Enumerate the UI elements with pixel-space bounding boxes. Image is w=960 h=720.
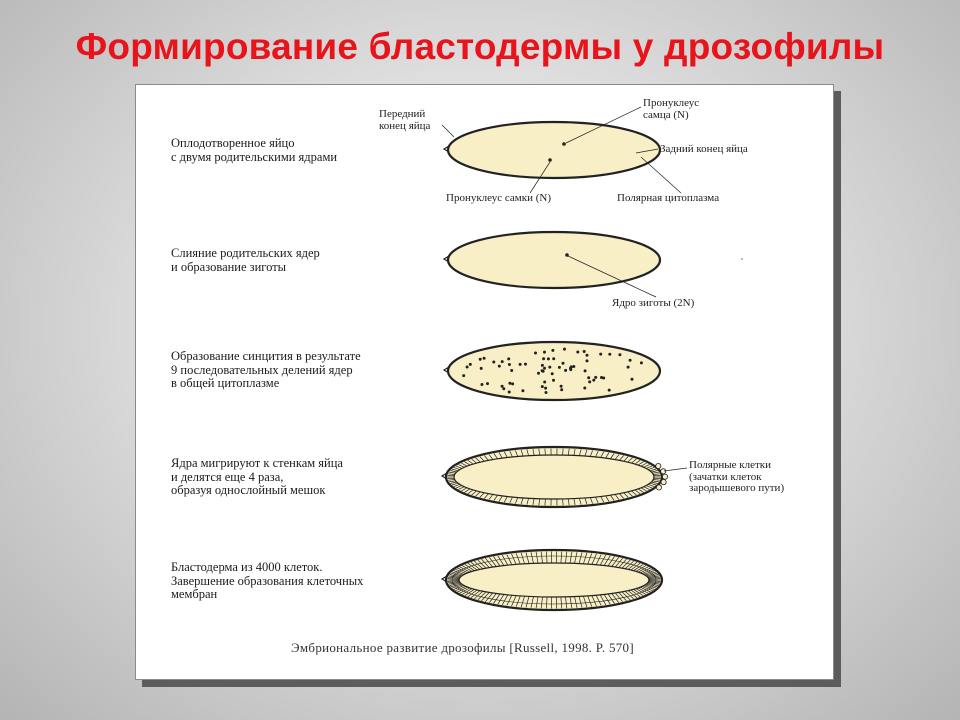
- syncytium-nucleus: [544, 387, 547, 390]
- egg-4-inner-boundary: [454, 455, 654, 499]
- syncytium-nucleus: [558, 366, 561, 369]
- syncytium-nucleus: [541, 369, 544, 372]
- syncytium-nucleus: [543, 351, 546, 354]
- syncytium-nucleus: [508, 363, 511, 366]
- syncytium-nucleus: [552, 357, 555, 360]
- syncytium-nucleus: [547, 357, 550, 360]
- syncytium-nucleus: [608, 353, 611, 356]
- egg-1: [448, 122, 660, 178]
- syncytium-nucleus: [608, 389, 611, 392]
- syncytium-nucleus: [586, 354, 589, 357]
- syncytium-nucleus: [501, 385, 504, 388]
- syncytium-nucleus: [511, 382, 514, 385]
- syncytium-nucleus: [541, 364, 544, 367]
- label-posterior-end: Задний конец яйца: [660, 143, 748, 155]
- syncytium-nucleus: [618, 353, 621, 356]
- syncytium-nucleus: [583, 350, 586, 353]
- syncytium-nucleus: [588, 380, 591, 383]
- syncytium-nucleus: [507, 357, 510, 360]
- syncytium-nucleus: [508, 391, 511, 394]
- cell-wall: [545, 499, 546, 506]
- syncytium-nucleus: [584, 369, 587, 372]
- syncytium-nucleus: [492, 361, 495, 364]
- syncytium-nucleus: [563, 348, 566, 351]
- syncytium-nucleus: [502, 387, 505, 390]
- syncytium-nucleus: [592, 379, 595, 382]
- syncytium-nucleus: [560, 388, 563, 391]
- syncytium-nucleus: [541, 385, 544, 388]
- syncytium-nucleus: [552, 379, 555, 382]
- cell-wall: [563, 449, 564, 456]
- syncytium-nucleus: [551, 372, 554, 375]
- syncytium-nucleus: [480, 367, 483, 370]
- stage-5-text: Бластодерма из 4000 клеток. Завершение образования клеточных мембран: [171, 560, 364, 601]
- pole-cell: [656, 485, 661, 490]
- syncytium-nucleus: [521, 389, 524, 392]
- syncytium-nucleus: [569, 368, 572, 371]
- pole-cell: [662, 474, 667, 479]
- slide-title: Формирование бластодермы у дрозофилы: [75, 26, 885, 67]
- label-anterior-end: Передний конец яйца: [379, 108, 431, 132]
- syncytium-nucleus: [583, 387, 586, 390]
- syncytium-nucleus: [510, 369, 513, 372]
- syncytium-nucleus: [560, 385, 563, 388]
- stage-1-text: Оплодотворенное яйцо с двумя родительскими ядрами: [171, 136, 338, 164]
- syncytium-nucleus: [576, 351, 579, 354]
- syncytium-nucleus: [486, 382, 489, 385]
- syncytium-nucleus: [599, 353, 602, 356]
- syncytium-nucleus: [551, 349, 554, 352]
- leader-polar-cytoplasm: [641, 157, 681, 193]
- leader-anterior: [442, 125, 454, 137]
- syncytium-nucleus: [479, 358, 482, 361]
- syncytium-nucleus: [572, 365, 575, 368]
- syncytium-nucleus: [498, 365, 501, 368]
- syncytium-nucleus: [600, 376, 603, 379]
- figure-caption: Эмбриональное развитие дрозофилы [Russell, 1998. P. 570]: [291, 640, 634, 655]
- cell-wall: [563, 499, 564, 506]
- syncytium-nucleus: [548, 366, 551, 369]
- stage-2-text: Слияние родительских ядер и образование зиготы: [171, 246, 320, 274]
- syncytium-nucleus: [537, 372, 540, 375]
- label-pole-cells: Полярные клетки (зачатки клеток зародышевого пути): [689, 459, 785, 494]
- syncytium-nucleus: [586, 359, 589, 362]
- syncytium-nucleus: [466, 366, 469, 369]
- egg-5-inner-boundary: [459, 563, 649, 597]
- male-pronucleus-dot: [562, 142, 566, 146]
- speck: [741, 258, 743, 260]
- label-zygote-nucleus: Ядро зиготы (2N): [612, 297, 695, 309]
- syncytium-nucleus: [587, 376, 590, 379]
- syncytium-nucleus: [483, 357, 486, 360]
- label-polar-cytoplasm: Полярная цитоплазма: [617, 192, 720, 204]
- stage-3-text: Образование синцития в результате 9 последовательных делений ядер в общей цитоплазме: [171, 349, 361, 390]
- syncytium-nucleus: [524, 363, 527, 366]
- syncytium-nucleus: [534, 352, 537, 355]
- label-male-pronucleus: Пронуклеус самца (N): [643, 97, 700, 121]
- syncytium-nucleus: [462, 374, 465, 377]
- cell-wall: [545, 449, 546, 456]
- syncytium-nucleus: [640, 361, 643, 364]
- syncytium-nucleus: [594, 376, 597, 379]
- syncytium-nucleus: [508, 382, 511, 385]
- syncytium-nucleus: [564, 369, 567, 372]
- pole-cell: [656, 463, 661, 468]
- syncytium-nucleus: [631, 378, 634, 381]
- syncytium-nucleus: [542, 357, 545, 360]
- syncytium-nucleus: [481, 383, 484, 386]
- syncytium-nucleus: [545, 391, 548, 394]
- female-pronucleus-dot: [548, 158, 552, 162]
- syncytium-nucleus: [629, 359, 632, 362]
- egg-2: [448, 232, 660, 288]
- syncytium-nucleus: [543, 381, 546, 384]
- pole-cell: [661, 480, 666, 485]
- syncytium-nucleus: [562, 362, 565, 365]
- label-female-pronucleus: Пронуклеус самки (N): [446, 192, 552, 204]
- syncytium-nucleus: [519, 363, 522, 366]
- figure-panel: [135, 84, 834, 680]
- leader-pole-cells: [664, 468, 687, 471]
- syncytium-nucleus: [469, 363, 472, 366]
- syncytium-nucleus: [627, 366, 630, 369]
- syncytium-nucleus: [543, 367, 546, 370]
- pole-cell: [661, 469, 666, 474]
- stage-4-text: Ядра мигрируют к стенкам яйца и делятся еще 4 раза, образуя однослойный мешок: [171, 456, 343, 497]
- syncytium-nucleus: [501, 360, 504, 363]
